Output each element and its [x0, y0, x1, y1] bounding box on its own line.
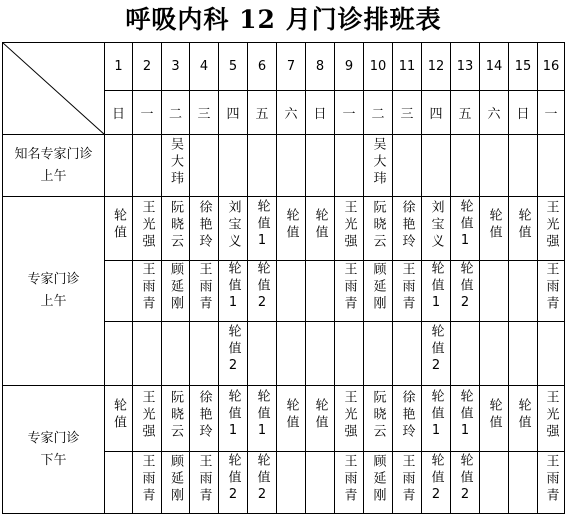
row-label-specialist-am: 专家门诊 上午 [3, 197, 105, 386]
specialist-pm-cell-13: 轮值1 [451, 386, 480, 452]
specialist-pm-cell-5: 轮值1 [219, 386, 248, 452]
specialist-pm-cell-1: 轮值 [105, 386, 133, 452]
specialist-am-cell-12: 刘宝义 [422, 197, 451, 261]
specialist-am-cell-3-1 [105, 322, 133, 386]
row-label-expert-am: 知名专家门诊 上午 [3, 135, 105, 197]
specialist-am-cell-3-11 [393, 322, 422, 386]
specialist-pm-cell-3: 阮晓云 [162, 386, 190, 452]
specialist-am-cell-14: 轮值 [480, 197, 509, 261]
specialist-am-cell-5: 刘宝义 [219, 197, 248, 261]
expert-am-cell-6 [248, 135, 277, 197]
weekday-2: 一 [133, 91, 162, 135]
weekday-5: 四 [219, 91, 248, 135]
weekday-1: 日 [105, 91, 133, 135]
expert-am-cell-4 [190, 135, 219, 197]
expert-am-cell-13 [451, 135, 480, 197]
specialist-am-cell-2-6: 轮值2 [248, 261, 277, 322]
specialist-am-cell-2-12: 轮值1 [422, 261, 451, 322]
row-label-specialist-pm: 专家门诊 下午 [3, 386, 105, 514]
specialist-am-cell-3-5: 轮值2 [219, 322, 248, 386]
specialist-am-cell-7: 轮值 [277, 197, 306, 261]
specialist-am-cell-3-2 [133, 322, 162, 386]
day-number-3: 3 [162, 43, 190, 91]
weekday-13: 五 [451, 91, 480, 135]
specialist-am-cell-2-9: 王雨青 [335, 261, 364, 322]
specialist-pm-cell-2-5: 轮值2 [219, 452, 248, 514]
specialist-am-cell-3-12: 轮值2 [422, 322, 451, 386]
specialist-am-cell-2-10: 顾延刚 [364, 261, 393, 322]
expert-am-cell-2 [133, 135, 162, 197]
day-number-8: 8 [306, 43, 335, 91]
specialist-am-cell-2-15 [509, 261, 538, 322]
specialist-pm-cell-6: 轮值1 [248, 386, 277, 452]
schedule-table [2, 42, 565, 514]
specialist-am-cell-2-1 [105, 261, 133, 322]
specialist-pm-cell-2-15 [509, 452, 538, 514]
specialist-am-cell-2-5: 轮值1 [219, 261, 248, 322]
specialist-am-cell-3-3 [162, 322, 190, 386]
weekday-12: 四 [422, 91, 451, 135]
specialist-pm-cell-2-12: 轮值2 [422, 452, 451, 514]
specialist-pm-cell-8: 轮值 [306, 386, 335, 452]
weekday-3: 二 [162, 91, 190, 135]
specialist-pm-cell-9: 王光强 [335, 386, 364, 452]
specialist-am-cell-3-9 [335, 322, 364, 386]
specialist-am-cell-1: 轮值 [105, 197, 133, 261]
specialist-am-cell-11: 徐艳玲 [393, 197, 422, 261]
specialist-pm-cell-11: 徐艳玲 [393, 386, 422, 452]
expert-am-cell-1 [105, 135, 133, 197]
specialist-pm-cell-2-7 [277, 452, 306, 514]
specialist-am-cell-3-10 [364, 322, 393, 386]
specialist-am-cell-3: 阮晓云 [162, 197, 190, 261]
day-number-11: 11 [393, 43, 422, 91]
specialist-am-cell-3-13 [451, 322, 480, 386]
specialist-am-cell-13: 轮值1 [451, 197, 480, 261]
expert-am-cell-3: 吴大玮 [162, 135, 190, 197]
day-number-5: 5 [219, 43, 248, 91]
specialist-am-cell-2-7 [277, 261, 306, 322]
specialist-am-cell-2-11: 王雨青 [393, 261, 422, 322]
specialist-pm-cell-2-3: 顾延刚 [162, 452, 190, 514]
weekday-16: 一 [538, 91, 565, 135]
day-number-7: 7 [277, 43, 306, 91]
day-number-2: 2 [133, 43, 162, 91]
day-number-12: 12 [422, 43, 451, 91]
weekday-8: 日 [306, 91, 335, 135]
specialist-am-cell-10: 阮晓云 [364, 197, 393, 261]
day-number-9: 9 [335, 43, 364, 91]
day-number-10: 10 [364, 43, 393, 91]
expert-am-cell-8 [306, 135, 335, 197]
specialist-pm-cell-7: 轮值 [277, 386, 306, 452]
specialist-pm-cell-10: 阮晓云 [364, 386, 393, 452]
specialist-am-cell-3-8 [306, 322, 335, 386]
specialist-am-cell-2-2: 王雨青 [133, 261, 162, 322]
specialist-am-cell-2-3: 顾延刚 [162, 261, 190, 322]
day-number-4: 4 [190, 43, 219, 91]
specialist-pm-cell-16: 王光强 [538, 386, 565, 452]
weekday-15: 日 [509, 91, 538, 135]
expert-am-cell-16 [538, 135, 565, 197]
specialist-am-cell-16: 王光强 [538, 197, 565, 261]
specialist-am-cell-2-13: 轮值2 [451, 261, 480, 322]
expert-am-cell-14 [480, 135, 509, 197]
expert-am-cell-10: 吴大玮 [364, 135, 393, 197]
specialist-pm-cell-14: 轮值 [480, 386, 509, 452]
specialist-am-cell-3-4 [190, 322, 219, 386]
specialist-am-cell-2-4: 王雨青 [190, 261, 219, 322]
diagonal-line [3, 43, 105, 135]
specialist-am-cell-3-16 [538, 322, 565, 386]
day-number-15: 15 [509, 43, 538, 91]
expert-am-cell-15 [509, 135, 538, 197]
expert-am-cell-11 [393, 135, 422, 197]
specialist-am-cell-3-6 [248, 322, 277, 386]
specialist-pm-cell-2-11: 王雨青 [393, 452, 422, 514]
weekday-4: 三 [190, 91, 219, 135]
header-corner-cell [3, 43, 105, 135]
specialist-pm-cell-2-2: 王雨青 [133, 452, 162, 514]
day-number-1: 1 [105, 43, 133, 91]
specialist-am-cell-3-7 [277, 322, 306, 386]
specialist-pm-cell-4: 徐艳玲 [190, 386, 219, 452]
specialist-am-cell-9: 王光强 [335, 197, 364, 261]
specialist-am-cell-2-14 [480, 261, 509, 322]
specialist-am-cell-3-14 [480, 322, 509, 386]
specialist-pm-cell-2: 王光强 [133, 386, 162, 452]
day-number-13: 13 [451, 43, 480, 91]
weekday-7: 六 [277, 91, 306, 135]
specialist-pm-cell-2-10: 顾延刚 [364, 452, 393, 514]
specialist-am-cell-3-15 [509, 322, 538, 386]
specialist-am-cell-8: 轮值 [306, 197, 335, 261]
specialist-pm-cell-12: 轮值1 [422, 386, 451, 452]
weekday-9: 一 [335, 91, 364, 135]
specialist-pm-cell-2-4: 王雨青 [190, 452, 219, 514]
expert-am-cell-5 [219, 135, 248, 197]
weekday-6: 五 [248, 91, 277, 135]
day-number-6: 6 [248, 43, 277, 91]
specialist-pm-cell-2-8 [306, 452, 335, 514]
specialist-am-cell-4: 徐艳玲 [190, 197, 219, 261]
specialist-am-cell-15: 轮值 [509, 197, 538, 261]
schedule-title: 呼吸内科 12 月门诊排班表 [125, 5, 442, 34]
weekday-14: 六 [480, 91, 509, 135]
day-number-16: 16 [538, 43, 565, 91]
specialist-pm-cell-2-1 [105, 452, 133, 514]
specialist-pm-cell-2-14 [480, 452, 509, 514]
day-number-14: 14 [480, 43, 509, 91]
specialist-am-cell-2-16: 王雨青 [538, 261, 565, 322]
specialist-pm-cell-2-13: 轮值2 [451, 452, 480, 514]
specialist-am-cell-2-8 [306, 261, 335, 322]
weekday-11: 三 [393, 91, 422, 135]
specialist-pm-cell-15: 轮值 [509, 386, 538, 452]
weekday-10: 二 [364, 91, 393, 135]
expert-am-cell-12 [422, 135, 451, 197]
expert-am-cell-9 [335, 135, 364, 197]
specialist-am-cell-2: 王光强 [133, 197, 162, 261]
specialist-pm-cell-2-9: 王雨青 [335, 452, 364, 514]
specialist-pm-cell-2-16: 王雨青 [538, 452, 565, 514]
expert-am-cell-7 [277, 135, 306, 197]
specialist-am-cell-6: 轮值1 [248, 197, 277, 261]
specialist-pm-cell-2-6: 轮值2 [248, 452, 277, 514]
